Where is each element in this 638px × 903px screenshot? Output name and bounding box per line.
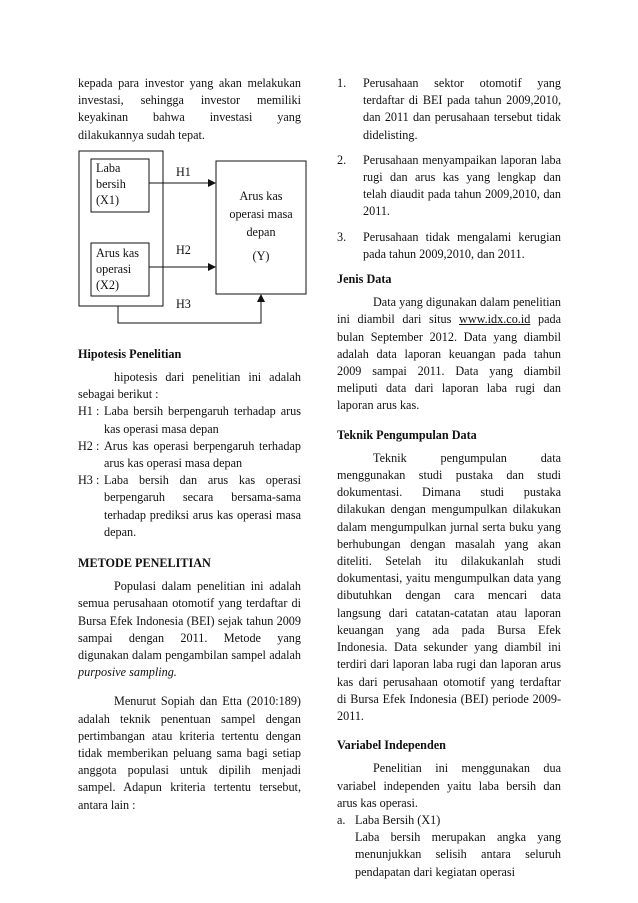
variable-item-a: a. Laba Bersih (X1): [337, 812, 441, 827]
hypothesis-item: H2 : Arus kas operasi berpengaruh terhadap arus kas operasi masa depan: [78, 438, 301, 471]
h1-label: H1: [176, 164, 191, 179]
variable-item-a-text: Laba bersih merupakan angka yang menunjukkan selisih antara seluruh pendapatan dari kegiatan operasi: [355, 830, 561, 879]
data-collection-paragraph: Teknik pengumpulan data menggunakan studi pustaka dan studi dokumentasi. Dimana studi pustaka dilakukan dengan mengumpulkan dilakukan dalam mengumpulkan jurnal serta buku yang berhubungan dengan masalah yang akan diteliti. Setelah itu dilakukanlah studi dokumentasi, yaitu mengumpulkan data yang dibutuhkan dengan cara mencari data langsung dari catatan-catatan atau laporan keuangan yang ada pada Bursa Efek Indonesia. Data sekunder yang diambil ini terdiri dari laporan laba rugi dan laporan arus kas dari perusahaan otomotif yang terdaftar di Bursa Efek Indonesia (BEI) periode 2009-2011.: [337, 450, 561, 723]
data-collection-heading: Teknik Pengumpulan Data: [337, 427, 477, 442]
x1-label: Laba bersih (X1): [96, 160, 126, 207]
method-paragraph-1: Populasi dalam penelitian ini adalah semua perusahaan otomotif yang terdaftar di Bursa Efek Indonesia (BEI) sejak tahun 2009 sampai dengan 2011. Metode yang digunakan dalam pengambilan sampel adalah purposive sampling.: [78, 579, 301, 680]
criteria-item: 3. Perusahaan tidak mengalami kerugian pada tahun 2009,2010, dan 2011.: [337, 229, 561, 261]
criteria-list: [337, 75, 561, 263]
right-column: [337, 75, 561, 881]
h3-label: H3: [176, 296, 191, 311]
research-model-diagram: [78, 150, 308, 328]
independent-variable-heading: Variabel Independen: [337, 738, 446, 753]
h2-label: H2: [176, 242, 191, 257]
hypothesis-item: H1 : Laba bersih berpengaruh terhadap arus kas operasi masa depan: [78, 404, 301, 436]
criteria-item: 2. Perusahaan menyampaikan laporan laba rugi dan arus kas yang lengkap dan telah diaudit pada tahun 2009,2010, dan 2011.: [337, 152, 561, 219]
hypothesis-heading: Hipotesis Penelitian: [78, 346, 182, 361]
y-label: Arus kas operasi masa depan (Y): [229, 188, 293, 263]
independent-variable-paragraph: Penelitian ini menggunakan dua variabel independen yaitu laba bersih dan arus kas operasi.: [337, 761, 561, 810]
hypothesis-item: H3 : Laba bersih dan arus kas operasi berpengaruh secara bersama-sama terhadap prediksi arus kas operasi masa depan.: [78, 473, 301, 539]
data-type-paragraph: Data yang digunakan dalam penelitian ini diambil dari situs www.idx.co.id pada bulan September 2012. Data yang diambil adalah data laporan keuangan pada tahun 2009 sampai 2011. Data yang diambil meliputi data dari laporan laba rugi dan laporan arus kas.: [337, 295, 561, 413]
method-heading: METODE PENELITIAN: [78, 556, 211, 571]
intro-paragraph: kepada para investor yang akan melakukan investasi, sehingga investor memiliki keyakinan bahwa investasi yang dilakukannya sudah tepat.: [78, 76, 301, 142]
criteria-item: 1. Perusahaan sektor otomotif yang terdaftar di BEI pada tahun 2009,2010, dan 2011 dan perusahaan tersebut tidak didelisting.: [337, 76, 561, 142]
data-type-heading: Jenis Data: [337, 272, 392, 287]
method-paragraph-2: Menurut Sopiah dan Etta (2010:189) adalah teknik penentuan sampel dengan pertimbangan atau kriteria tertentu dengan tidak memberikan peluang sama bagi setiap anggota populasi untuk dipilih menjadi sampel. Adapun kriteria tertentu tersebut, antara lain :: [78, 694, 301, 812]
hypothesis-list: [78, 403, 301, 541]
idx-website-link[interactable]: www.idx.co.id: [459, 312, 531, 327]
hypothesis-intro: hipotesis dari penelitian ini adalah sebagai berikut :: [78, 370, 301, 402]
left-column: [78, 75, 301, 814]
x2-label: Arus kas operasi (X2): [96, 245, 139, 292]
